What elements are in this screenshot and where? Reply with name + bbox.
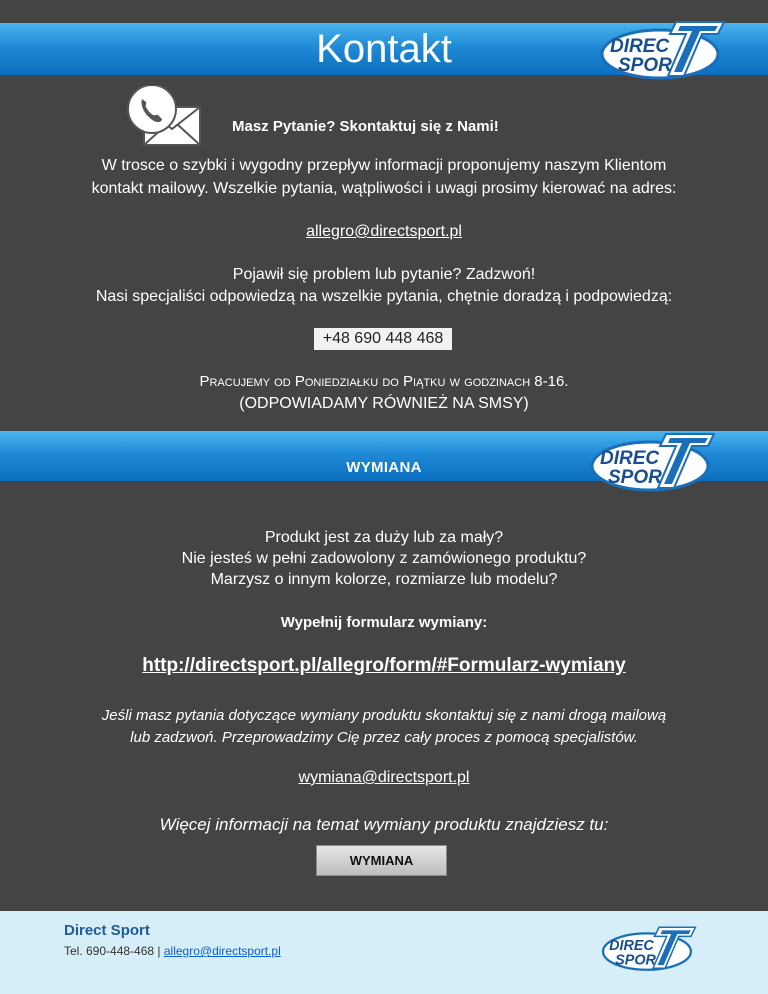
phone-number[interactable]: +48 690 448 468 xyxy=(314,328,452,350)
logo-text-top: DIREC xyxy=(610,36,670,57)
direct-sport-logo-footer xyxy=(600,921,700,973)
form-prompt: Wypełnij formularz wymiany: xyxy=(280,614,488,631)
exchange-note-line1: Jeśli masz pytania dotyczące wymiany produktu skontaktuj się z nami drogą mailową xyxy=(101,707,667,724)
exchange-line1: Produkt jest za duży lub za mały? xyxy=(264,529,504,546)
direct-sport-logo-mid xyxy=(588,426,720,494)
more-info-text: Więcej informacji na temat wymiany produktu znajdziesz tu: xyxy=(159,815,609,834)
footer xyxy=(0,911,768,994)
footer-tel: Tel. 690-448-468 | xyxy=(64,944,164,958)
contact-intro-line1: W trosce o szybki i wygodny przepływ informacji proponujemy naszym Klientom xyxy=(101,157,667,174)
direct-sport-logo xyxy=(598,14,730,82)
phone-envelope-icon xyxy=(124,85,204,154)
page-title: Kontakt xyxy=(316,27,452,71)
footer-company: Direct Sport xyxy=(64,922,150,939)
working-hours: Pracujemy od Poniedziałku do Piątku w godzinach 8-16. xyxy=(199,373,569,390)
logo-text-top-mid: DIREC xyxy=(600,448,660,469)
contact-email-link[interactable]: allegro@directsport.pl xyxy=(306,223,462,240)
exchange-title: WYMIANA xyxy=(346,459,422,476)
exchange-email-link[interactable]: wymiana@directsport.pl xyxy=(298,769,470,786)
exchange-line2: Nie jesteś w pełni zadowolony z zamówionego produktu? xyxy=(181,550,587,567)
sms-note: (ODPOWIADAMY RÓWNIEŻ NA SMSY) xyxy=(239,395,529,412)
phone-intro-line2: Nasi specjaliści odpowiedzą na wszelkie pytania, chętnie doradzą i podpowiedzą: xyxy=(95,288,673,305)
exchange-line3: Marzysz o innym kolorze, rozmiarze lub modelu? xyxy=(210,571,558,588)
logo-text-bottom-footer: SPOR xyxy=(615,952,656,969)
contact-intro-line2: kontakt mailowy. Wszelkie pytania, wątpliwości i uwagi prosimy kierować na adres: xyxy=(91,180,677,197)
exchange-button[interactable]: WYMIANA xyxy=(316,845,447,876)
logo-text-top-footer: DIREC xyxy=(609,938,654,955)
logo-text-bottom-mid: SPOR xyxy=(608,467,662,488)
footer-email-link[interactable]: allegro@directsport.pl xyxy=(163,944,281,958)
exchange-form-link[interactable]: http://directsport.pl/allegro/form/#Formularz-wymiany xyxy=(142,655,626,676)
contact-heading: Masz Pytanie? Skontaktuj się z Nami! xyxy=(232,118,499,135)
phone-intro-line1: Pojawił się problem lub pytanie? Zadzwoń! xyxy=(232,266,536,283)
exchange-note-line2: lub zadzwoń. Przeprowadzimy Cię przez cały proces z pomocą specjalistów. xyxy=(130,729,638,746)
logo-text-bottom: SPOR xyxy=(618,55,672,76)
footer-contact-line xyxy=(64,944,281,958)
